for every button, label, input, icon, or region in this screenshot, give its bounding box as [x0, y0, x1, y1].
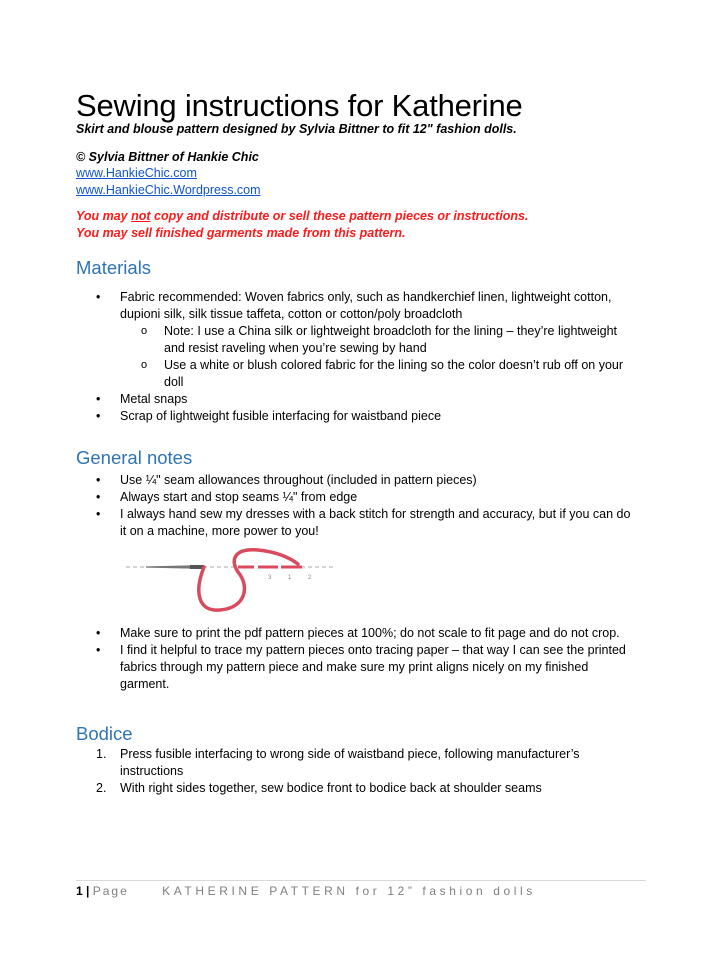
general-notes-list-continued	[76, 625, 636, 693]
page-footer	[76, 884, 536, 898]
circle-bullet-icon: o	[141, 325, 148, 337]
list-item-text: Use ¼" seam allowances throughout (included in pattern pieces)	[120, 473, 477, 487]
diagram-label: 2	[308, 575, 312, 581]
list-item	[76, 289, 636, 323]
thread-loop	[199, 550, 298, 610]
list-item	[76, 780, 636, 797]
list-item-text: Scrap of lightweight fusible interfacing for waistband piece	[120, 409, 442, 423]
bullet-icon: •	[96, 409, 101, 423]
list-item-text: Press fusible interfacing to wrong side of waistband piece, following manufacturer’s instructions	[120, 747, 580, 778]
step-number: 1.	[96, 747, 107, 761]
needle-icon	[146, 565, 190, 568]
list-item-text: With right sides together, sew bodice front to bodice back at shoulder seams	[120, 781, 542, 795]
bullet-icon: •	[96, 473, 101, 487]
general-notes-heading: General notes	[76, 447, 193, 468]
warning-line-1	[76, 209, 528, 223]
list-item	[76, 408, 636, 425]
document-title: Sewing instructions for Katherine	[76, 88, 523, 123]
bodice-heading: Bodice	[76, 723, 133, 744]
diagram-label: 1	[288, 575, 292, 581]
list-item	[76, 642, 636, 693]
warning-text: You may	[76, 209, 132, 223]
page-label: Page	[92, 884, 129, 898]
list-item-text: I always hand sew my dresses with a back stitch for strength and accuracy, but if you can do it on a machine, more power to you!	[120, 507, 631, 538]
backstitch-diagram	[126, 546, 336, 618]
document-subtitle: Skirt and blouse pattern designed by Sylvia Bittner to fit 12" fashion dolls.	[76, 122, 517, 136]
materials-list	[76, 289, 636, 425]
list-item-text: Note: I use a China silk or lightweight broadcloth for the lining – they’re lightweight and resist raveling when you’re sewing by hand	[164, 324, 618, 355]
warning-line-2: You may sell finished garments made from this pattern.	[76, 226, 406, 240]
warning-emphasis: not	[131, 209, 151, 223]
website-link[interactable]: www.HankieChic.com	[76, 166, 197, 180]
sub-list-item	[76, 357, 636, 391]
bullet-icon: •	[96, 626, 101, 640]
list-item-text: Fabric recommended: Woven fabrics only, such as handkerchief linen, lightweight cotton, dupioni silk, silk tissue taffeta, cotton or cotton/poly broadcloth	[120, 290, 612, 321]
bullet-icon: •	[96, 507, 101, 521]
diagram-label: 3	[268, 575, 272, 581]
general-notes-list	[76, 472, 636, 540]
list-item-text: Always start and stop seams ¼" from edge	[120, 490, 358, 504]
bullet-icon: •	[96, 643, 101, 657]
copyright-notice: © Sylvia Bittner of Hankie Chic	[76, 150, 259, 164]
sub-list-item	[76, 323, 636, 357]
document-name: KATHERINE PATTERN for 12” fashion dolls	[162, 884, 536, 898]
list-item	[76, 391, 636, 408]
blog-link[interactable]: www.HankieChic.Wordpress.com	[76, 183, 261, 197]
bullet-icon: •	[96, 490, 101, 504]
list-item	[76, 489, 636, 506]
step-number: 2.	[96, 781, 107, 795]
list-item	[76, 746, 636, 780]
list-item	[76, 506, 636, 540]
circle-bullet-icon: o	[141, 359, 148, 371]
list-item-text: Make sure to print the pdf pattern pieces at 100%; do not scale to fit page and do not crop.	[120, 626, 620, 640]
warning-text: copy and distribute or sell these pattern pieces or instructions.	[150, 209, 529, 223]
list-item-text: Use a white or blush colored fabric for the lining so the color doesn’t rub off on your doll	[164, 358, 624, 389]
footer-separator: |	[86, 884, 90, 898]
list-item-text: I find it helpful to trace my pattern pieces onto tracing paper – that way I can see the printed fabrics through my pattern piece and make sure my print aligns nicely on my finished garment.	[120, 643, 626, 691]
materials-heading: Materials	[76, 257, 152, 278]
page-number: 1	[76, 884, 83, 898]
list-item	[76, 472, 636, 489]
bodice-steps	[76, 746, 636, 797]
bullet-icon: •	[96, 392, 101, 406]
list-item-text: Metal snaps	[120, 392, 188, 406]
footer-divider	[76, 880, 646, 881]
list-item	[76, 625, 636, 642]
bullet-icon: •	[96, 290, 101, 304]
